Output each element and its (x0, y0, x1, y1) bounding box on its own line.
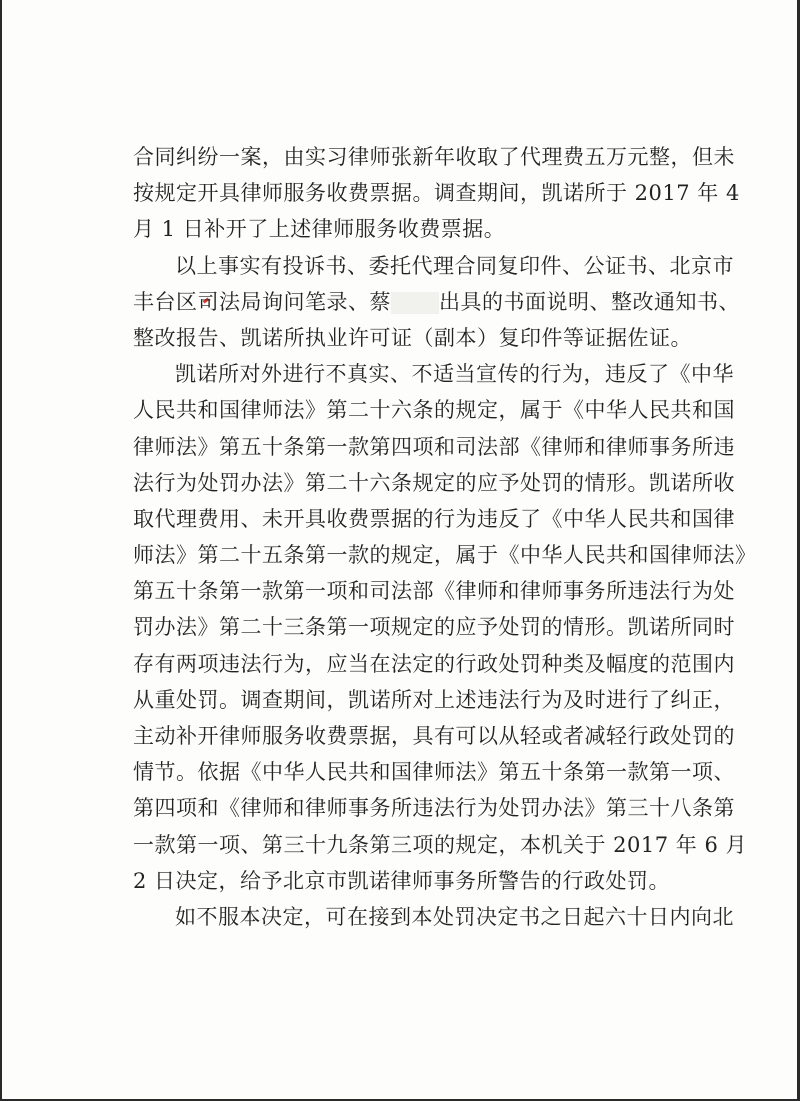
paragraph-case-fee (133, 139, 740, 248)
paragraph-violation-analysis (133, 356, 757, 899)
text-line: 按规定开具律师服务收费票据。调查期间，凯诺所于 2017 年 4 (133, 181, 740, 206)
text-line: 从重处罚。调查期间，凯诺所对上述违法行为及时进行了纠正， (133, 687, 735, 712)
text-line: 存有两项违法行为，应当在法定的行政处罚种类及幅度的范围内 (133, 651, 735, 676)
paragraph-evidence (133, 248, 740, 357)
text-line: 情节。依据《中华人民共和国律师法》第五十条第一款第一项、 (133, 760, 735, 785)
text-line: 第四项和《律师和律师事务所违法行为处罚办法》第三十八条第 (133, 796, 735, 821)
scan-edge-left (0, 0, 2, 1101)
text-line: 2 日决定，给予北京市凯诺律师事务所警告的行政处罚。 (133, 868, 671, 893)
text-line-redacted (133, 284, 740, 320)
text-line: 主动补开律师服务收费票据，具有可以从轻或者减轻行政处罚的 (133, 724, 735, 748)
document-body (133, 139, 757, 935)
redaction-placeholder: 丰台区司法局询问笔录、蔡 出具的书面说明、整改通知书、 (133, 289, 740, 314)
text-line: 法行为处罚办法》第二十六条规定的应予处罚的情形。凯诺所收 (133, 470, 735, 495)
text-line: 师法》第二十五条第一款的规定，属于《中华人民共和国律师法》 (133, 543, 757, 568)
text-line: 凯诺所对外进行不真实、不适当宣传的行为，违反了《中华 (175, 362, 734, 387)
text-line: 月 1 日补开了上述律师服务收费票据。 (133, 217, 506, 242)
text-line: 人民共和国律师法》第二十六条的规定，属于《中华人民共和国 (133, 398, 735, 423)
text-line: 如不服本决定，可在接到本处罚决定书之日起六十日内向北 (175, 904, 734, 929)
text-line: 合同纠纷一案，由实习律师张新年收取了代理费五万元整，但未 (133, 145, 735, 169)
text-line: 以上事实有投诉书、委托代理合同复印件、公证书、北京市 (175, 253, 734, 278)
text-line: 一款第一项、第三十九条第三项的规定，本机关于 2017 年 6 月 (133, 832, 748, 857)
paragraph-appeal-notice (133, 899, 734, 935)
text-line: 罚办法》第二十三条第一项规定的应予处罚的情形。凯诺所同时 (133, 615, 735, 640)
text-line: 整改报告、凯诺所执业许可证（副本）复印件等证据佐证。 (133, 325, 692, 350)
text-line: 第五十条第一款第一项和司法部《律师和律师事务所违法行为处 (133, 579, 735, 604)
text-line: 律师法》第五十条第一款第四项和司法部《律师和律师事务所违 (133, 434, 735, 459)
text-line: 取代理费用、未开具收费票据的行为违反了《中华人民共和国律 (133, 506, 735, 531)
redacted-name-box (391, 292, 439, 314)
